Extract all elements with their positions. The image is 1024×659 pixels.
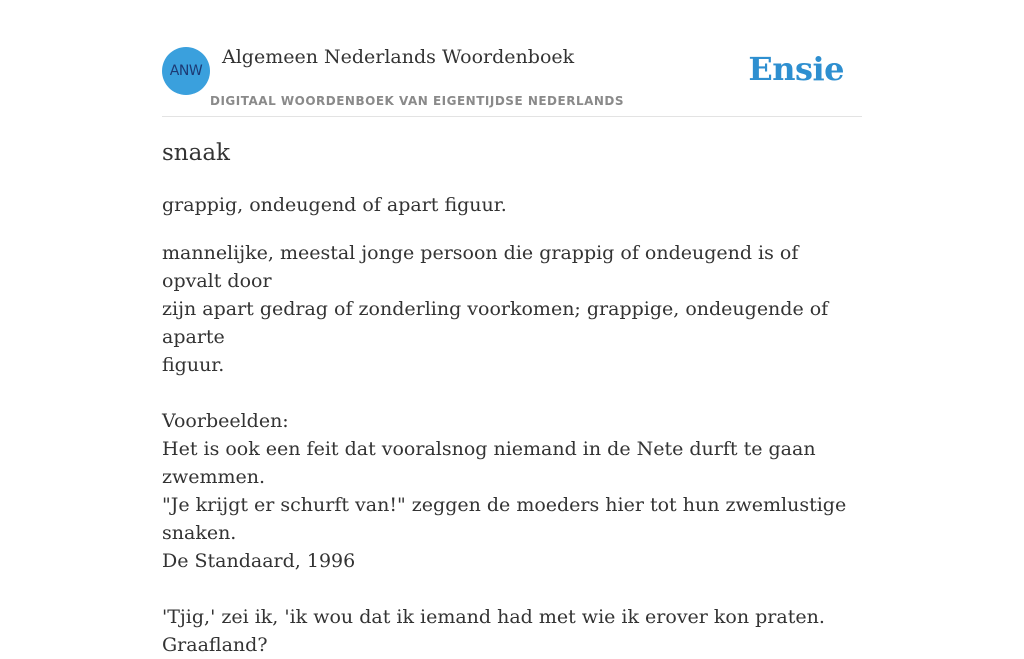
definition-line: figuur. (162, 354, 225, 376)
definition-body (162, 239, 862, 659)
header (162, 0, 862, 117)
spacer (162, 379, 862, 407)
logo-text: ANW (169, 63, 203, 79)
site-subtitle: DIGITAAL WOORDENBOEK VAN EIGENTIJDSE NEDERLANDS (210, 94, 625, 108)
site-title[interactable]: Algemeen Nederlands Woordenboek (222, 46, 575, 68)
anw-logo[interactable] (162, 47, 210, 95)
definition-line: mannelijke, meestal jonge persoon die grappig of ondeugend is of opvalt door (162, 242, 799, 292)
spacer (162, 575, 862, 603)
ensie-brand-link[interactable]: Ensie (748, 50, 844, 88)
example-source: De Standaard, 1996 (162, 550, 356, 572)
example-line: Het is ook een feit dat vooralsnog niemand in de Nete durft te gaan zwemmen. (162, 438, 816, 488)
headword: snaak (162, 140, 230, 166)
page (162, 0, 862, 656)
summary: grappig, ondeugend of apart figuur. (162, 194, 507, 216)
example-line: 'Tjig,' zei ik, 'ik wou dat ik iemand had met wie ik erover kon praten. Graafland? (162, 606, 825, 656)
definition-line: zijn apart gedrag of zonderling voorkomen; grappige, ondeugende of aparte (162, 298, 829, 348)
examples-label: Voorbeelden: (162, 410, 289, 432)
example-line: "Je krijgt er schurft van!" zeggen de moeders hier tot hun zwemlustige snaken. (162, 494, 847, 544)
